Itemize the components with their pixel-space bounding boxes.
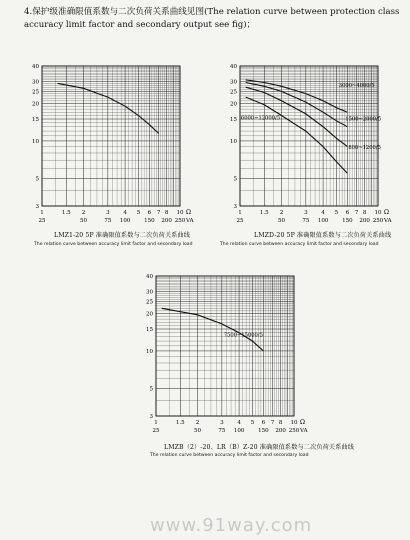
chart-lmzb2-20 [128, 270, 318, 439]
x-unit-ohm: Ω [384, 209, 389, 216]
x-tick-label-ohm: 1 [238, 210, 242, 216]
y-tick-label: 25 [230, 89, 237, 96]
x-tick-label-va: 50 [194, 428, 202, 434]
x-unit-va: VA [384, 218, 392, 224]
y-tick-label: 15 [32, 117, 39, 124]
x-tick-label-ohm: 7 [156, 210, 161, 216]
x-unit-ohm: Ω [186, 209, 191, 216]
grid [156, 276, 294, 416]
x-unit-ohm: Ω [300, 419, 305, 426]
x-tick-label-ohm: 2 [279, 210, 284, 216]
series-label: 3000~4000/5 [338, 83, 375, 90]
chart-title: LMZ1-20 5P 准确限值系数与二次负荷关系曲线 [54, 232, 191, 239]
x-tick-label-va: 200 [359, 218, 370, 224]
x-tick-label-va: 150 [258, 428, 269, 434]
x-tick-label-ohm: 7 [354, 210, 359, 216]
x-tick-label-va: 50 [278, 218, 286, 224]
y-tick-label: 15 [146, 327, 153, 334]
x-tick-label-ohm: 3 [106, 210, 110, 216]
x-tick-label-va: 200 [275, 428, 286, 434]
x-tick-label-ohm: 1 [40, 210, 44, 216]
x-tick-label-ohm: 6 [345, 210, 350, 216]
x-tick-label-ohm: 3 [304, 210, 308, 216]
chart-plot [14, 60, 204, 225]
y-tick-label: 25 [146, 299, 153, 306]
y-tick-label: 10 [32, 138, 39, 145]
x-tick-label-va: 150 [342, 218, 353, 224]
x-tick-label-ohm: 6 [261, 420, 266, 426]
y-tick-label: 20 [32, 101, 39, 108]
chart-title: LMZD-20 5P 准确限值系数与二次负荷关系曲线 [254, 232, 392, 239]
x-tick-label-ohm: 4 [123, 210, 127, 216]
y-tick-label: 3 [35, 204, 39, 210]
y-tick-label: 40 [32, 64, 39, 70]
chart-plot [212, 60, 402, 225]
x-tick-label-va: 25 [38, 218, 46, 224]
x-tick-label-ohm: 8 [362, 210, 367, 216]
y-tick-label: 5 [149, 386, 153, 393]
watermark: www.91way.com [150, 515, 313, 536]
x-unit-va: VA [300, 428, 308, 434]
y-tick-label: 25 [32, 89, 39, 96]
x-tick-label-va: 75 [302, 218, 310, 224]
y-tick-label: 30 [32, 79, 39, 86]
chart-subtitle: The relation curve between accuracy limit factor and secondary load [220, 242, 379, 247]
y-tick-label: 30 [146, 289, 153, 296]
x-tick-label-ohm: 2 [195, 420, 200, 426]
x-tick-label-va: 100 [233, 428, 245, 434]
series-label: 800~1200/5 [348, 145, 381, 152]
x-tick-label-va: 200 [161, 218, 172, 224]
chart-subtitle: The relation curve between accuracy limit factor and secondary load [34, 242, 193, 247]
y-tick-label: 30 [230, 79, 237, 86]
x-tick-label-ohm: 4 [237, 420, 241, 426]
y-tick-label: 20 [146, 311, 153, 318]
x-tick-label-ohm: 8 [164, 210, 169, 216]
plot-frame [42, 66, 180, 206]
y-tick-label: 5 [233, 176, 237, 183]
chart-plot [128, 270, 318, 435]
x-tick-label-va: 50 [80, 218, 88, 224]
x-tick-label-ohm: 1 [154, 420, 158, 426]
x-tick-label-ohm: 10 [176, 210, 184, 216]
x-tick-label-ohm: 1.5 [61, 210, 71, 216]
x-tick-label-ohm: 3 [220, 420, 224, 426]
grid [42, 66, 180, 206]
x-tick-label-ohm: 2 [81, 210, 86, 216]
intro-text: 4.保护级准确限值系数与二次负荷关系曲线见图(The relation curve between protection class accuracy limit factor and secondary output see fig)； [24, 7, 400, 30]
series-line [162, 308, 264, 351]
y-tick-label: 3 [233, 204, 237, 210]
y-tick-label: 3 [149, 414, 153, 420]
x-tick-label-ohm: 5 [250, 420, 255, 426]
x-tick-label-va: 75 [218, 428, 226, 434]
x-tick-label-va: 75 [104, 218, 112, 224]
x-tick-label-ohm: 5 [136, 210, 141, 216]
y-tick-label: 15 [230, 117, 237, 124]
x-tick-label-va: 250 [288, 428, 300, 434]
series-label: 7500~15000/5 [223, 332, 263, 339]
x-tick-label-ohm: 6 [147, 210, 152, 216]
x-tick-label-ohm: 1.5 [175, 420, 185, 426]
y-tick-label: 10 [146, 348, 153, 355]
chart-lmz1-20 [14, 60, 204, 229]
x-tick-label-va: 25 [152, 428, 160, 434]
x-tick-label-ohm: 10 [374, 210, 382, 216]
x-tick-label-ohm: 8 [278, 420, 283, 426]
x-tick-label-ohm: 1.5 [259, 210, 269, 216]
plot-frame [156, 276, 294, 416]
x-tick-label-ohm: 5 [334, 210, 339, 216]
x-tick-label-va: 250 [174, 218, 186, 224]
x-tick-label-ohm: 10 [290, 420, 298, 426]
chart-lmzd-20 [212, 60, 402, 229]
series-label: 1500~2000/5 [345, 116, 382, 123]
y-tick-label: 20 [230, 101, 237, 108]
y-tick-label: 5 [35, 176, 39, 183]
x-tick-label-va: 25 [236, 218, 244, 224]
x-tick-label-va: 250 [372, 218, 384, 224]
x-tick-label-ohm: 4 [321, 210, 325, 216]
chart-subtitle: The relation curve between accuracy limit factor and secondary load [150, 453, 309, 458]
x-tick-label-va: 100 [317, 218, 329, 224]
x-tick-label-va: 150 [144, 218, 155, 224]
chart-title: LMZB（2）-20、LR（B）Z-20 准确限值系数与二次负荷关系曲线 [164, 444, 355, 451]
x-tick-label-ohm: 7 [270, 420, 275, 426]
y-tick-label: 40 [146, 274, 153, 280]
y-tick-label: 10 [230, 138, 237, 145]
series-line [58, 83, 159, 133]
series-label: 6000~12000/5 [240, 115, 281, 122]
y-tick-label: 40 [230, 64, 237, 70]
x-unit-va: VA [186, 218, 194, 224]
x-tick-label-va: 100 [119, 218, 131, 224]
